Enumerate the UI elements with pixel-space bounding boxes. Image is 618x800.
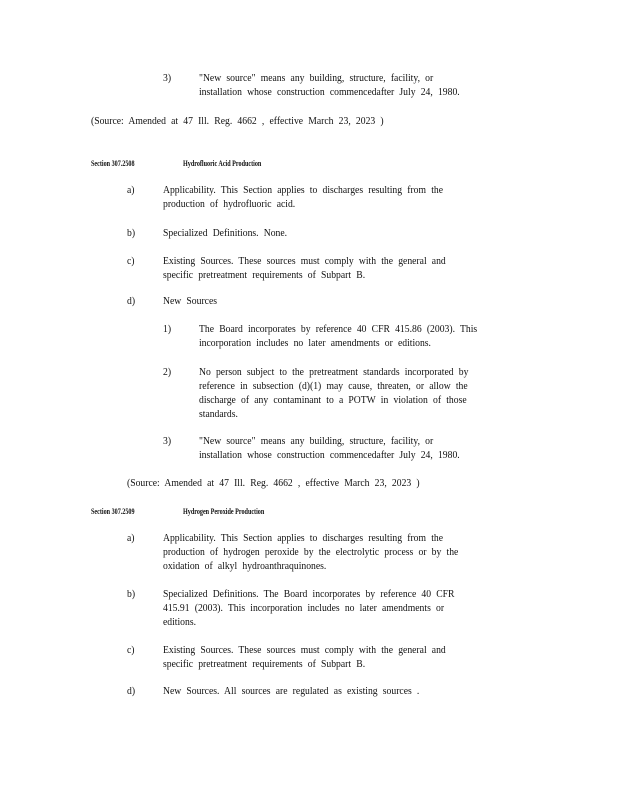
s2509-b-line-2: 415.91 (2003). This incorporation includes no later amendments or: [163, 603, 445, 614]
s2509-b-line-3: editions.: [163, 617, 197, 628]
s2508-d2-text: [199, 366, 468, 422]
s2508-d1-label: 1): [163, 324, 172, 335]
s2508-d2-line-1: No person subject to the pretreatment standards incorporated by: [199, 367, 469, 378]
s2508-d3-label: 3): [163, 436, 172, 447]
s2508-b-label: b): [127, 228, 136, 239]
s2508-d2-line-2: reference in subsection (d)(1) may cause, threaten, or allow the: [199, 381, 468, 392]
s2508-a-text: [163, 184, 443, 212]
item-3-line-1: "New source" means any building, structure, facility, or: [199, 73, 434, 84]
s2508-c-text: [163, 255, 446, 283]
s2509-a-line-1: Applicability. This Section applies to discharges resulting from the: [163, 533, 443, 544]
s2508-c-line-1: Existing Sources. These sources must comply with the general and: [163, 256, 446, 267]
s2508-d2-label: 2): [163, 367, 172, 378]
s2508-c-line-2: specific pretreatment requirements of Subpart B.: [163, 270, 366, 281]
s2509-b-line-1: Specialized Definitions. The Board incorporates by reference 40 CFR: [163, 589, 455, 600]
s2509-d-line-1: New Sources. All sources are regulated as existing sources .: [163, 686, 420, 697]
s2508-d2-line-3: discharge of any contaminant to a POTW in violation of those: [199, 395, 467, 406]
s2509-d-text: [163, 685, 419, 699]
s2509-c-line-2: specific pretreatment requirements of Subpart B.: [163, 659, 366, 670]
s2509-a-line-3: oxidation of alkyl hydroanthraquinones.: [163, 561, 327, 572]
item-3-label: 3): [163, 73, 172, 84]
section-2509-number: Section 307.2509: [91, 506, 135, 516]
s2509-d-label: d): [127, 686, 136, 697]
s2508-d1-line-2: incorporation includes no later amendments or editions.: [199, 338, 431, 349]
s2509-a-label: a): [127, 533, 135, 544]
section-2509-title: Hydrogen Peroxide Production: [183, 506, 265, 516]
s2508-d3-text: [199, 435, 460, 463]
s2508-d-text: [163, 295, 217, 309]
s2508-d2-line-4: standards.: [199, 409, 238, 420]
s2509-b-text: [163, 588, 454, 630]
s2509-b-label: b): [127, 589, 136, 600]
s2508-d-line-1: New Sources: [163, 296, 218, 307]
s2508-b-line-1: Specialized Definitions. None.: [163, 228, 288, 239]
s2508-c-label: c): [127, 256, 135, 267]
item-3-line-2: installation whose construction commencedafter July 24, 1980.: [199, 87, 460, 98]
s2508-d3-line-2: installation whose construction commencedafter July 24, 1980.: [199, 450, 460, 461]
s2508-a-line-2: production of hydrofluoric acid.: [163, 199, 296, 210]
s2508-d1-line-1: The Board incorporates by reference 40 CFR 415.86 (2003). This: [199, 324, 478, 335]
s2508-a-label: a): [127, 185, 135, 196]
source-note-2508: (Source: Amended at 47 Ill. Reg. 4662 , effective March 23, 2023 ): [127, 478, 420, 489]
s2508-d-label: d): [127, 296, 136, 307]
s2509-c-line-1: Existing Sources. These sources must comply with the general and: [163, 645, 446, 656]
s2508-b-text: [163, 227, 287, 241]
s2509-a-text: [163, 532, 458, 574]
s2508-a-line-1: Applicability. This Section applies to discharges resulting from the: [163, 185, 443, 196]
s2508-d1-text: [199, 323, 477, 351]
section-2508-number: Section 307.2508: [91, 158, 135, 168]
s2509-c-text: [163, 644, 446, 672]
source-note-top: (Source: Amended at 47 Ill. Reg. 4662 , effective March 23, 2023 ): [91, 116, 384, 127]
s2508-d3-line-1: "New source" means any building, structure, facility, or: [199, 436, 434, 447]
item-3-text: [199, 72, 460, 100]
section-2508-title: Hydrofluoric Acid Production: [183, 158, 262, 168]
s2509-a-line-2: production of hydrogen peroxide by the electrolytic process or by the: [163, 547, 459, 558]
s2509-c-label: c): [127, 645, 135, 656]
